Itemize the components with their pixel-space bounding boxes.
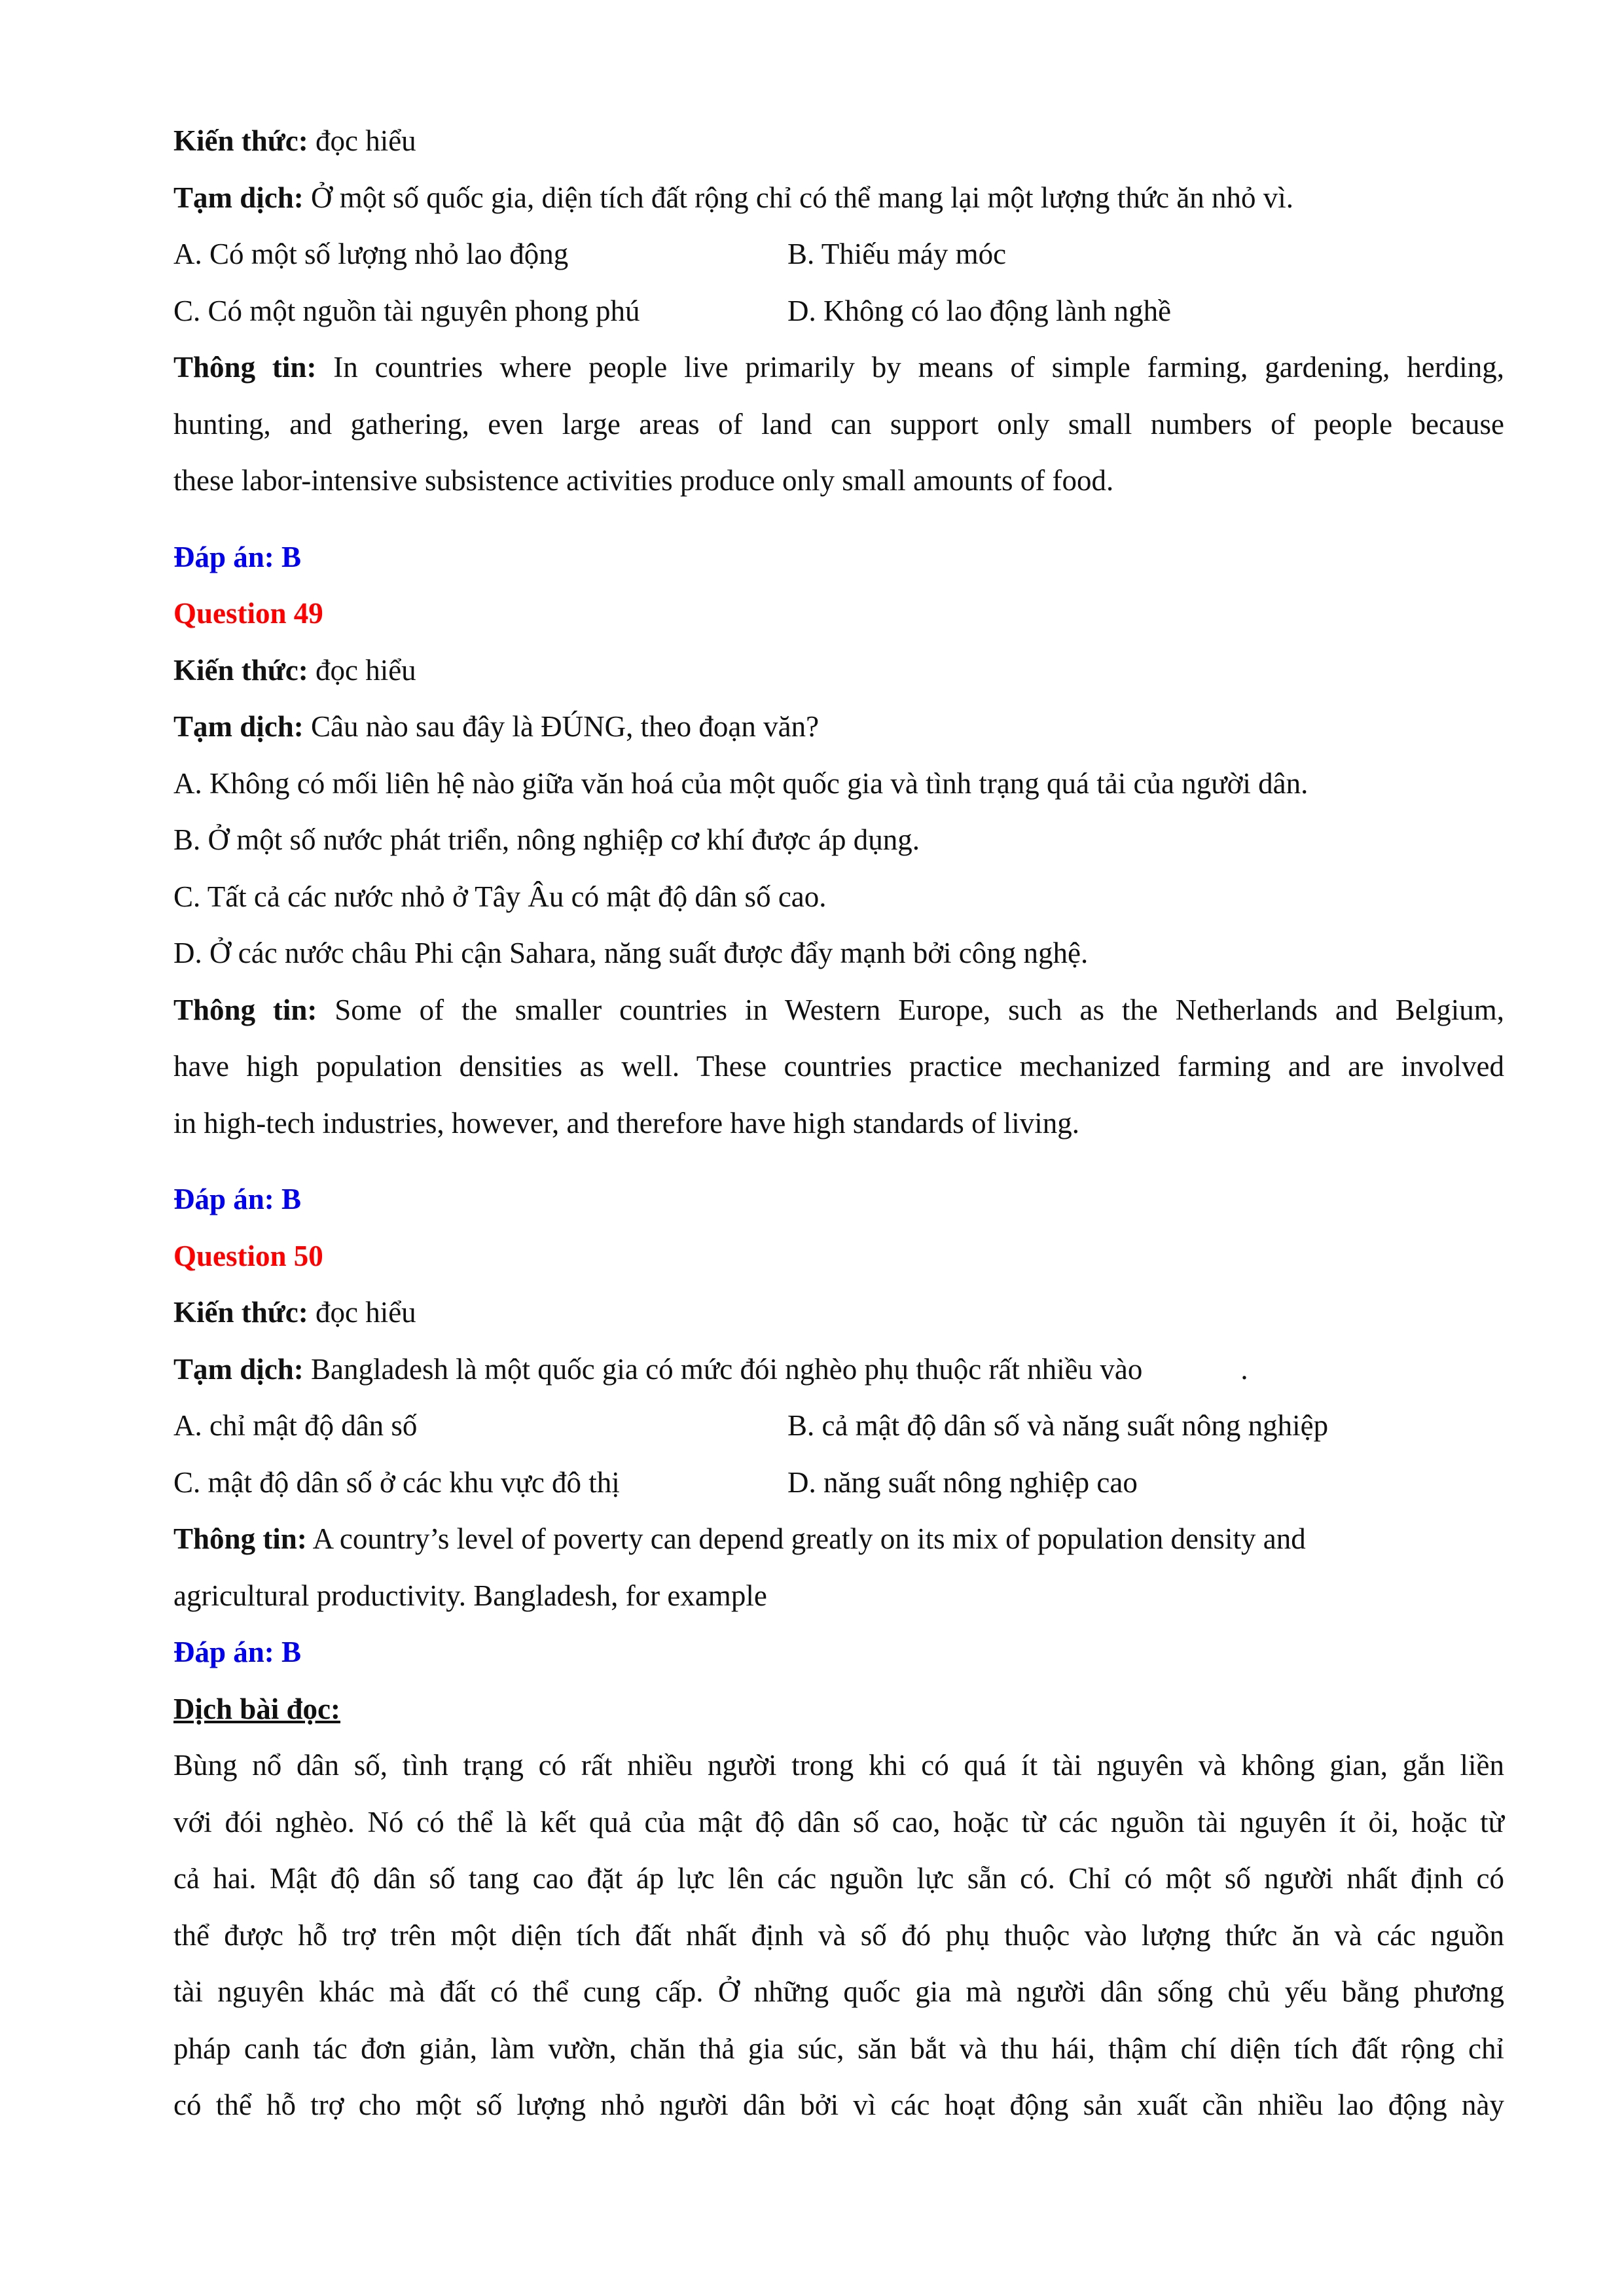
q50-answer: Đáp án: B bbox=[173, 1636, 302, 1668]
q48-options-row-2 bbox=[173, 283, 1504, 340]
q50-tamdich-label: Tạm dịch: bbox=[173, 1352, 304, 1386]
translation-line-7: có thể hỗ trợ cho một số lượng nhỏ người dân bởi vì các hoạt động sản xuất cần nhiều lao động này bbox=[173, 2089, 1504, 2121]
q48-thongtin-line-1 bbox=[173, 339, 1504, 396]
q48-option-b: B. Thiếu máy móc bbox=[787, 238, 1007, 270]
q48-answer: Đáp án: B bbox=[173, 540, 302, 573]
q48-option-d: D. Không có lao động lành nghề bbox=[787, 294, 1172, 327]
q49-thongtin-line-1 bbox=[173, 982, 1504, 1039]
q50-thongtin-line-2: agricultural productivity. Bangladesh, for example bbox=[173, 1579, 767, 1612]
q49-answer: Đáp án: B bbox=[173, 1183, 302, 1215]
translation-line-3: cả hai. Mật độ dân số tang cao đặt áp lực lên các nguồn lực sẵn có. Chỉ có một số người nhất định có bbox=[173, 1862, 1504, 1895]
q49-option-b: B. Ở một số nước phát triển, nông nghiệp cơ khí được áp dụng. bbox=[173, 823, 920, 856]
q50-kienthuc-value: đọc hiểu bbox=[308, 1296, 416, 1329]
q50-kienthuc bbox=[173, 1284, 1504, 1341]
document-page bbox=[173, 113, 1504, 2134]
q49-kienthuc bbox=[173, 642, 1504, 699]
translation-heading bbox=[173, 1681, 1504, 1738]
q50-kienthuc-label: Kiến thức: bbox=[173, 1296, 308, 1329]
q49-thongtin-line-2: have high population densities as well. These countries practice mechanized farming and are involved bbox=[173, 1050, 1504, 1083]
q49-tamdich bbox=[173, 698, 1504, 755]
q48-kienthuc bbox=[173, 113, 1504, 170]
q49-thongtin-text-1: Some of the smaller countries in Western Europe, such as the Netherlands and Belgium, bbox=[317, 993, 1504, 1026]
q50-thongtin-label: Thông tin: bbox=[173, 1522, 307, 1555]
q48-tamdich-label: Tạm dịch: bbox=[173, 181, 304, 214]
translation-line-2: với đói nghèo. Nó có thể là kết quả của mật độ dân số cao, hoặc từ các nguồn tài nguyên ít ỏi, hoặc từ bbox=[173, 1805, 1504, 1839]
translation-heading-text: Dịch bài đọc: bbox=[173, 1692, 341, 1725]
q49-kienthuc-value: đọc hiểu bbox=[308, 653, 416, 687]
q50-tamdich-value: Bangladesh là một quốc gia có mức đói nghèo phụ thuộc rất nhiều vào bbox=[303, 1352, 1143, 1386]
q50-option-c: C. mật độ dân số ở các khu vực đô thị bbox=[173, 1465, 620, 1499]
q48-options-row-1 bbox=[173, 226, 1504, 283]
q48-kienthuc-value: đọc hiểu bbox=[308, 124, 416, 157]
q50-thongtin-text-1: A country’s level of poverty can depend greatly on its mix of population density and bbox=[306, 1522, 1306, 1555]
translation-line-5: tài nguyên khác mà đất có thể cung cấp. Ở những quốc gia mà người dân sống chủ yếu bằng phương bbox=[173, 1975, 1504, 2008]
q50-tamdich bbox=[173, 1341, 1504, 1398]
q48-option-c: C. Có một nguồn tài nguyên phong phú bbox=[173, 294, 640, 327]
q48-tamdich bbox=[173, 170, 1504, 226]
q50-options-row-2 bbox=[173, 1454, 1504, 1511]
q48-thongtin-line-2: hunting, and gathering, even large areas of land can support only small numbers of people because bbox=[173, 407, 1504, 440]
q49-title: Question 49 bbox=[173, 597, 323, 630]
q49-thongtin-label: Thông tin: bbox=[173, 993, 317, 1026]
q50-tamdich-end: . bbox=[1240, 1352, 1248, 1386]
q50-option-a: A. chỉ mật độ dân số bbox=[173, 1409, 418, 1442]
q50-option-d: D. năng suất nông nghiệp cao bbox=[787, 1465, 1138, 1499]
q49-option-a: A. Không có mối liên hệ nào giữa văn hoá của một quốc gia và tình trạng quá tải của người dân. bbox=[173, 766, 1308, 800]
q50-thongtin-line-1 bbox=[173, 1511, 1504, 1568]
q50-options-row-1 bbox=[173, 1397, 1504, 1454]
translation-line-1: Bùng nổ dân số, tình trạng có rất nhiều người trong khi có quá ít tài nguyên và không gian, gắn liền bbox=[173, 1749, 1504, 1782]
q49-thongtin-line-3: in high-tech industries, however, and therefore have high standards of living. bbox=[173, 1106, 1080, 1139]
q49-option-c: C. Tất cả các nước nhỏ ở Tây Âu có mật độ dân số cao. bbox=[173, 880, 827, 913]
q48-kienthuc-label: Kiến thức: bbox=[173, 124, 308, 157]
q49-option-d: D. Ở các nước châu Phi cận Sahara, năng suất được đẩy mạnh bởi công nghệ. bbox=[173, 937, 1089, 969]
q48-thongtin-label: Thông tin: bbox=[173, 351, 317, 384]
q48-option-a: A. Có một số lượng nhỏ lao động bbox=[173, 238, 569, 270]
q48-thongtin-text-1: In countries where people live primarily by means of simple farming, gardening, herding, bbox=[316, 351, 1504, 384]
q49-tamdich-label: Tạm dịch: bbox=[173, 710, 304, 743]
translation-line-6: pháp canh tác đơn giản, làm vườn, chăn thả gia súc, săn bắt và thu hái, thậm chí diện tích đất rộng chỉ bbox=[173, 2032, 1504, 2065]
q49-tamdich-value: Câu nào sau đây là ĐÚNG, theo đoạn văn? bbox=[303, 710, 820, 743]
q48-thongtin-line-3: these labor-intensive subsistence activities produce only small amounts of food. bbox=[173, 464, 1114, 497]
q50-title: Question 50 bbox=[173, 1239, 323, 1272]
q48-tamdich-value: Ở một số quốc gia, diện tích đất rộng chỉ có thể mang lại một lượng thức ăn nhỏ vì. bbox=[303, 181, 1294, 214]
translation-line-4: thể được hỗ trợ trên một diện tích đất nhất định và số đó phụ thuộc vào lượng thức ăn và các nguồn bbox=[173, 1918, 1504, 1952]
q50-option-b: B. cả mật độ dân số và năng suất nông nghiệp bbox=[787, 1409, 1329, 1442]
q49-kienthuc-label: Kiến thức: bbox=[173, 653, 308, 687]
